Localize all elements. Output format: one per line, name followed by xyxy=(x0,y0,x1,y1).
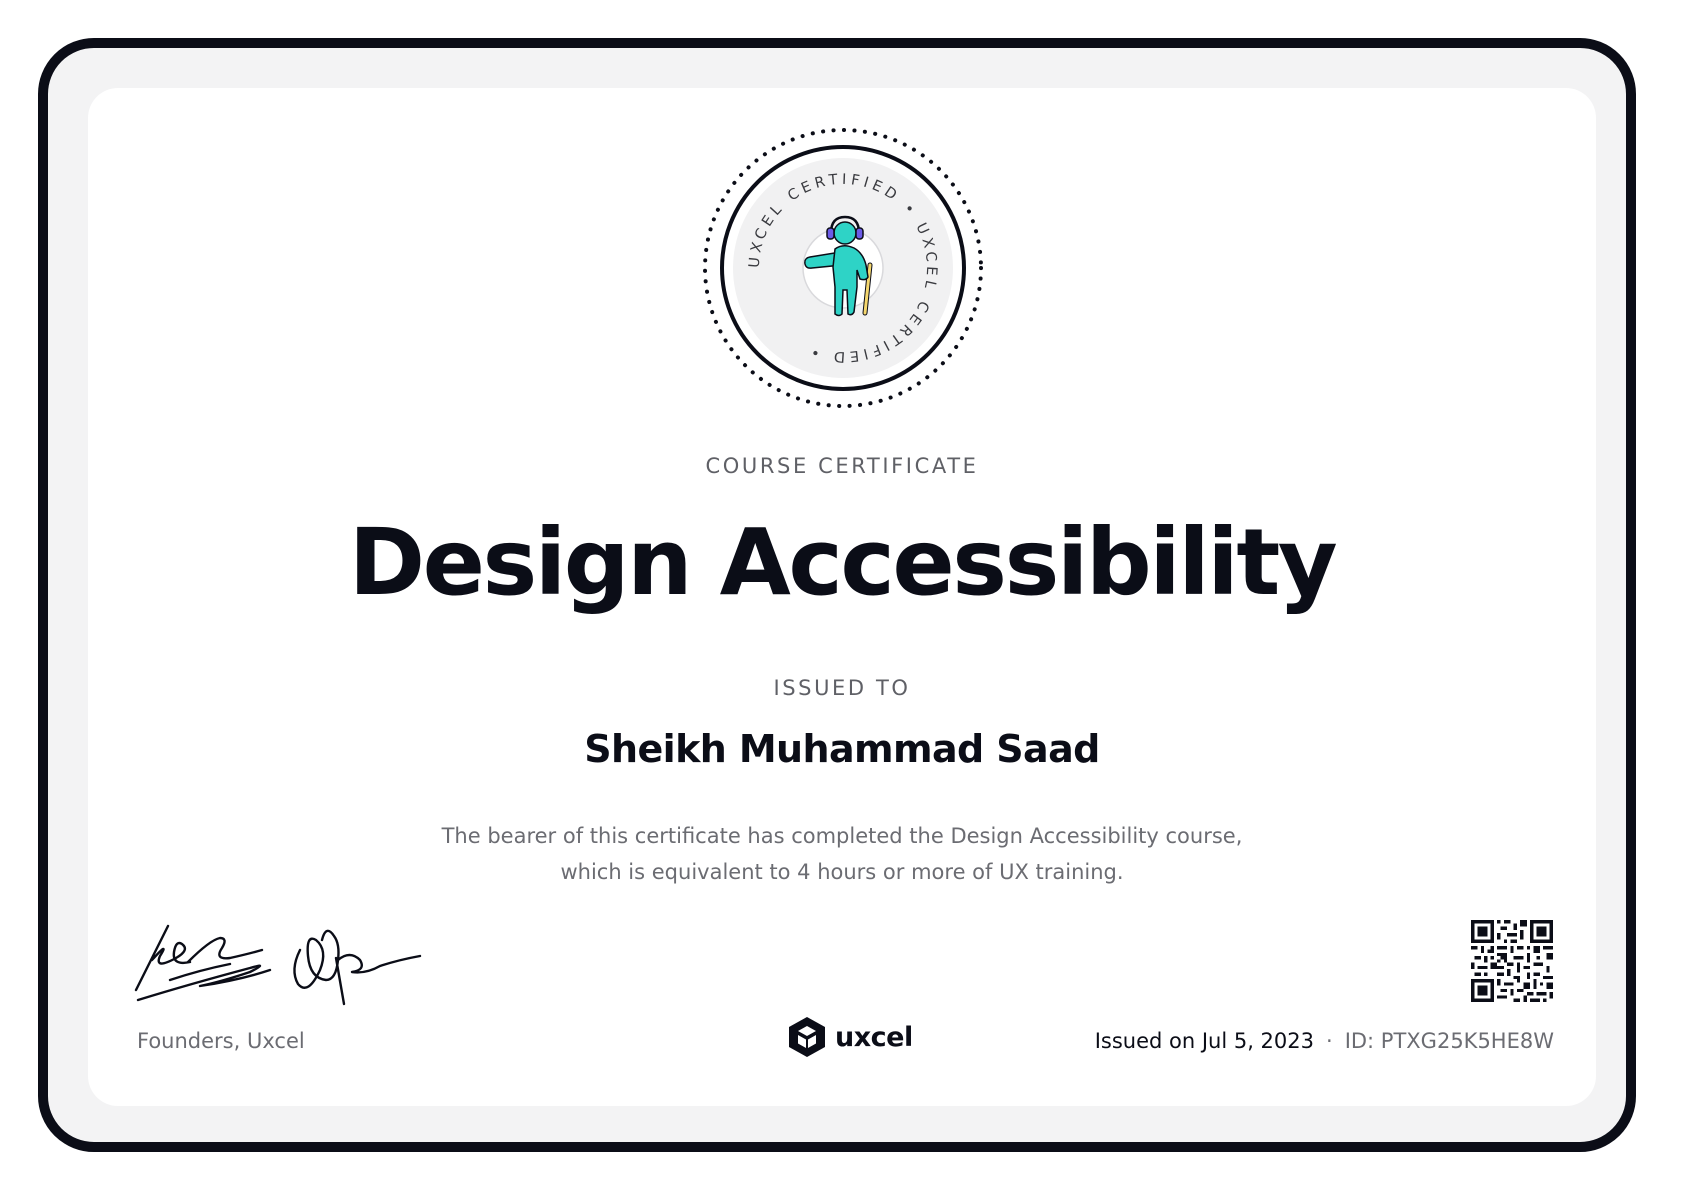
founders-caption: Founders, Uxcel xyxy=(137,1029,305,1053)
certified-badge-icon xyxy=(702,127,984,409)
verification-qr-code[interactable] xyxy=(1471,920,1553,1002)
uxcel-logo-icon xyxy=(787,1015,827,1059)
qr-code-icon xyxy=(1471,920,1553,1002)
brand-lockup xyxy=(787,1015,913,1059)
description-line-2: which is equivalent to 4 hours or more of UX training. xyxy=(560,860,1124,884)
certificate-id: ID: PTXG25K5HE8W xyxy=(1344,1029,1554,1053)
signature-icon xyxy=(130,900,435,1010)
course-title: Design Accessibility xyxy=(348,509,1336,616)
certified-badge xyxy=(702,127,984,409)
issue-info xyxy=(1095,1029,1554,1053)
description-line-1: The bearer of this certificate has completed the Design Accessibility course, xyxy=(441,824,1243,848)
issue-date: Issued on Jul 5, 2023 xyxy=(1094,1029,1314,1053)
founders-signatures xyxy=(130,900,435,1010)
issue-separator: · xyxy=(1326,1029,1333,1053)
brand-name: uxcel xyxy=(835,1021,913,1053)
badge-ring-text: UXCEL CERTIFIED • UXCEL CERTIFIED • xyxy=(746,171,940,365)
issued-to-label: ISSUED TO xyxy=(773,676,911,700)
recipient-name: Sheikh Muhammad Saad xyxy=(584,727,1100,771)
course-certificate-label: COURSE CERTIFICATE xyxy=(705,454,979,478)
certificate-description xyxy=(0,818,1684,890)
